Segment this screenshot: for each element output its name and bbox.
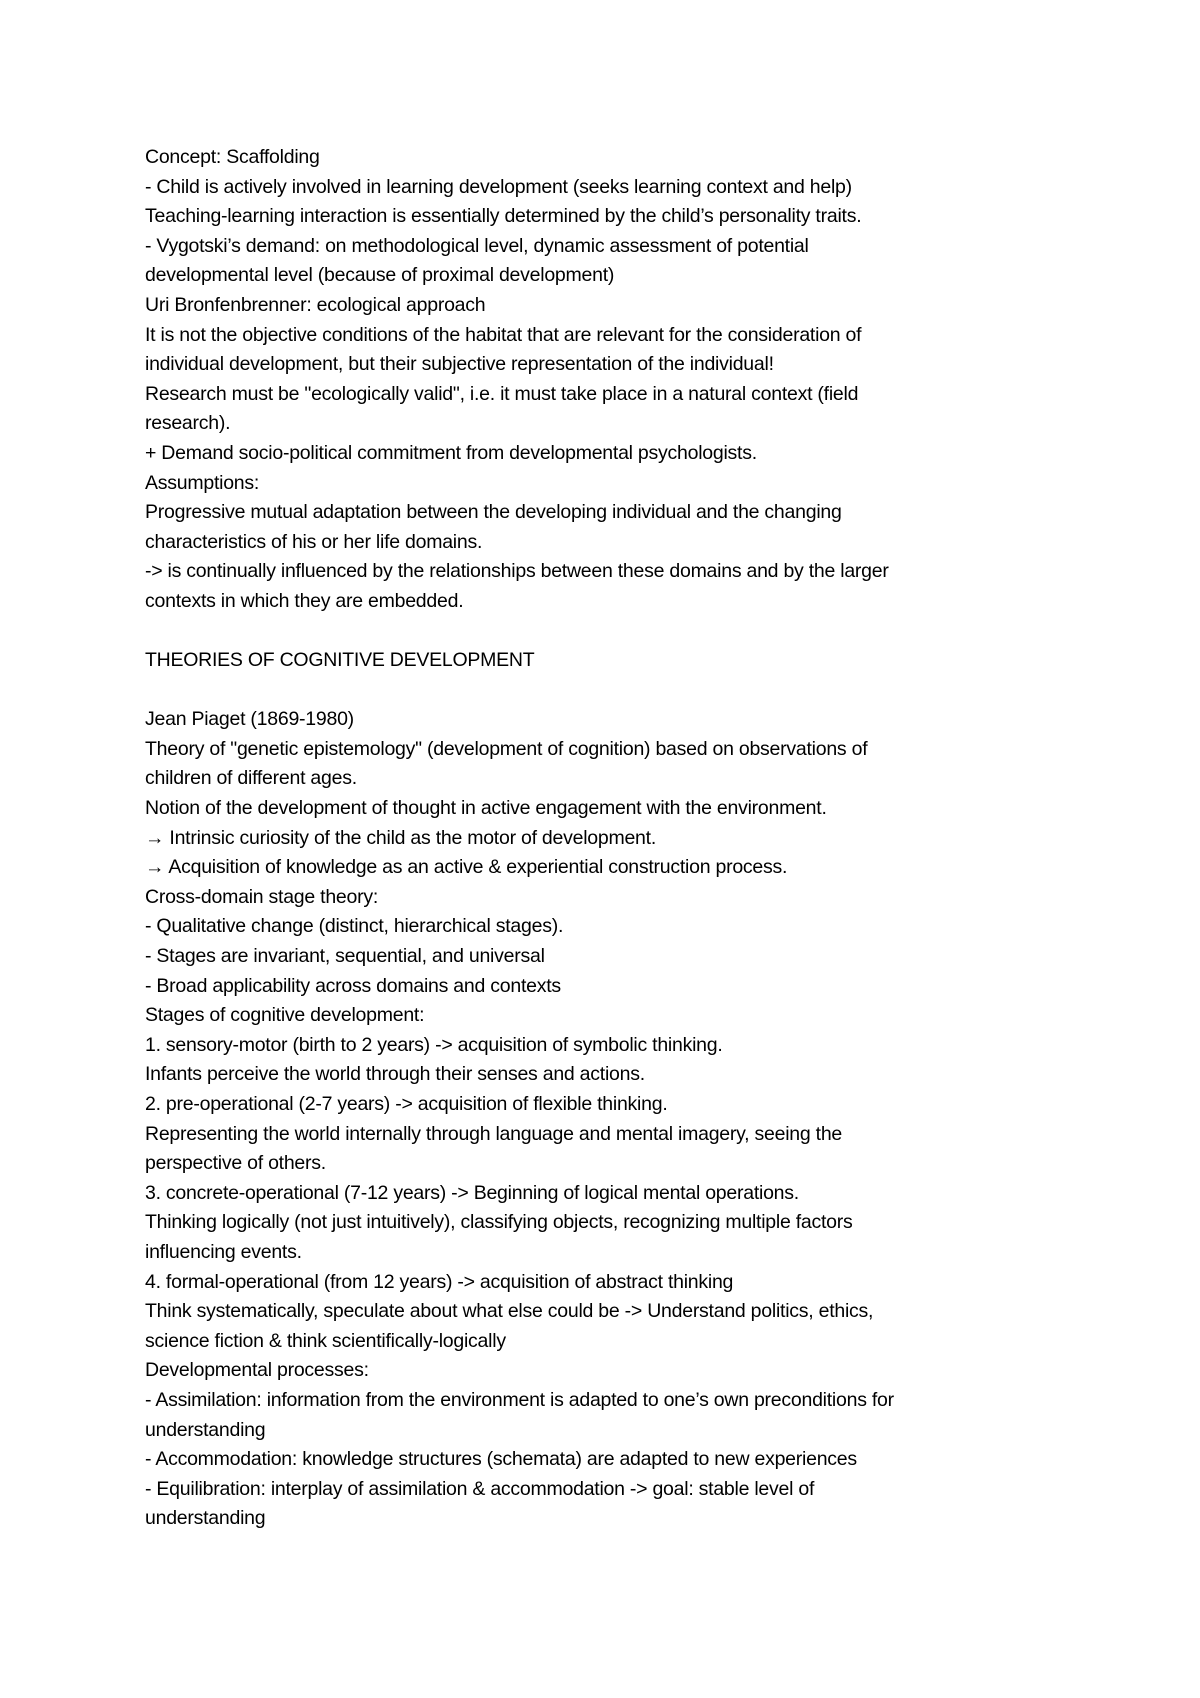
text-line: Cross-domain stage theory:: [145, 885, 379, 908]
text-line: → Acquisition of knowledge as an active & experiential construction process.: [145, 856, 788, 879]
text-line: - Equilibration: interplay of assimilation & accommodation -> goal: stable level of: [145, 1477, 815, 1500]
text-line: 1. sensory-motor (birth to 2 years) -> acquisition of symbolic thinking.: [145, 1033, 723, 1056]
text-line: characteristics of his or her life domains.: [145, 530, 483, 553]
blank-line: [145, 676, 1075, 706]
text-line: Stages of cognitive development:: [145, 1004, 425, 1027]
text-line: - Qualitative change (distinct, hierarchical stages).: [145, 915, 564, 938]
text-line: -> is continually influenced by the relationships between these domains and by the larger: [145, 560, 889, 583]
text-line: science fiction & think scientifically-logically: [145, 1329, 506, 1352]
text-line: Infants perceive the world through their senses and actions.: [145, 1063, 645, 1086]
document-body: [145, 143, 1075, 1534]
text-line: Jean Piaget (1869-1980): [145, 708, 354, 731]
text-line: perspective of others.: [145, 1152, 326, 1175]
text-line: Assumptions:: [145, 471, 260, 494]
text-line: - Assimilation: information from the environment is adapted to one’s own preconditions for: [145, 1388, 894, 1411]
text-line: Theory of "genetic epistemology" (development of cognition) based on observations of: [145, 737, 868, 760]
text-line: Thinking logically (not just intuitively), classifying objects, recognizing multiple factors: [145, 1211, 853, 1234]
text-line: THEORIES OF COGNITIVE DEVELOPMENT: [145, 649, 535, 672]
text-line: developmental level (because of proximal development): [145, 264, 615, 287]
text-line: - Accommodation: knowledge structures (schemata) are adapted to new experiences: [145, 1448, 857, 1471]
blank-line: [145, 617, 1075, 647]
text-line: Teaching-learning interaction is essentially determined by the child’s personality traits.: [145, 205, 862, 228]
text-line: individual development, but their subjective representation of the individual!: [145, 353, 774, 376]
text-line: + Demand socio-political commitment from developmental psychologists.: [145, 441, 757, 464]
text-line: Think systematically, speculate about what else could be -> Understand politics, ethics,: [145, 1300, 874, 1323]
text-line: children of different ages.: [145, 767, 357, 790]
text-line: influencing events.: [145, 1240, 302, 1263]
text-line: understanding: [145, 1507, 266, 1530]
text-line: - Vygotski’s demand: on methodological level, dynamic assessment of potential: [145, 234, 809, 257]
text-line: → Intrinsic curiosity of the child as the motor of development.: [145, 826, 656, 849]
text-line: - Stages are invariant, sequential, and universal: [145, 945, 545, 968]
text-line: Developmental processes:: [145, 1359, 369, 1382]
text-line: Uri Bronfenbrenner: ecological approach: [145, 293, 486, 316]
text-line: research).: [145, 412, 231, 435]
text-line: 4. formal-operational (from 12 years) -> acquisition of abstract thinking: [145, 1270, 734, 1293]
text-line: Notion of the development of thought in active engagement with the environment.: [145, 797, 827, 820]
text-line: 3. concrete-operational (7-12 years) -> Beginning of logical mental operations.: [145, 1181, 799, 1204]
text-line: 2. pre-operational (2-7 years) -> acquisition of flexible thinking.: [145, 1093, 668, 1115]
text-line: - Broad applicability across domains and contexts: [145, 974, 561, 997]
text-line: contexts in which they are embedded.: [145, 589, 464, 612]
text-line: understanding: [145, 1418, 266, 1441]
text-line: Progressive mutual adaptation between the developing individual and the changing: [145, 501, 842, 524]
text-line: Representing the world internally through language and mental imagery, seeing the: [145, 1122, 843, 1145]
text-line: Research must be "ecologically valid", i.e. it must take place in a natural context (field: [145, 382, 859, 405]
text-line: Concept: Scaffolding: [145, 146, 320, 168]
text-line: It is not the objective conditions of the habitat that are relevant for the consideration of: [145, 323, 862, 346]
text-line: - Child is actively involved in learning development (seeks learning context and help): [145, 175, 852, 198]
